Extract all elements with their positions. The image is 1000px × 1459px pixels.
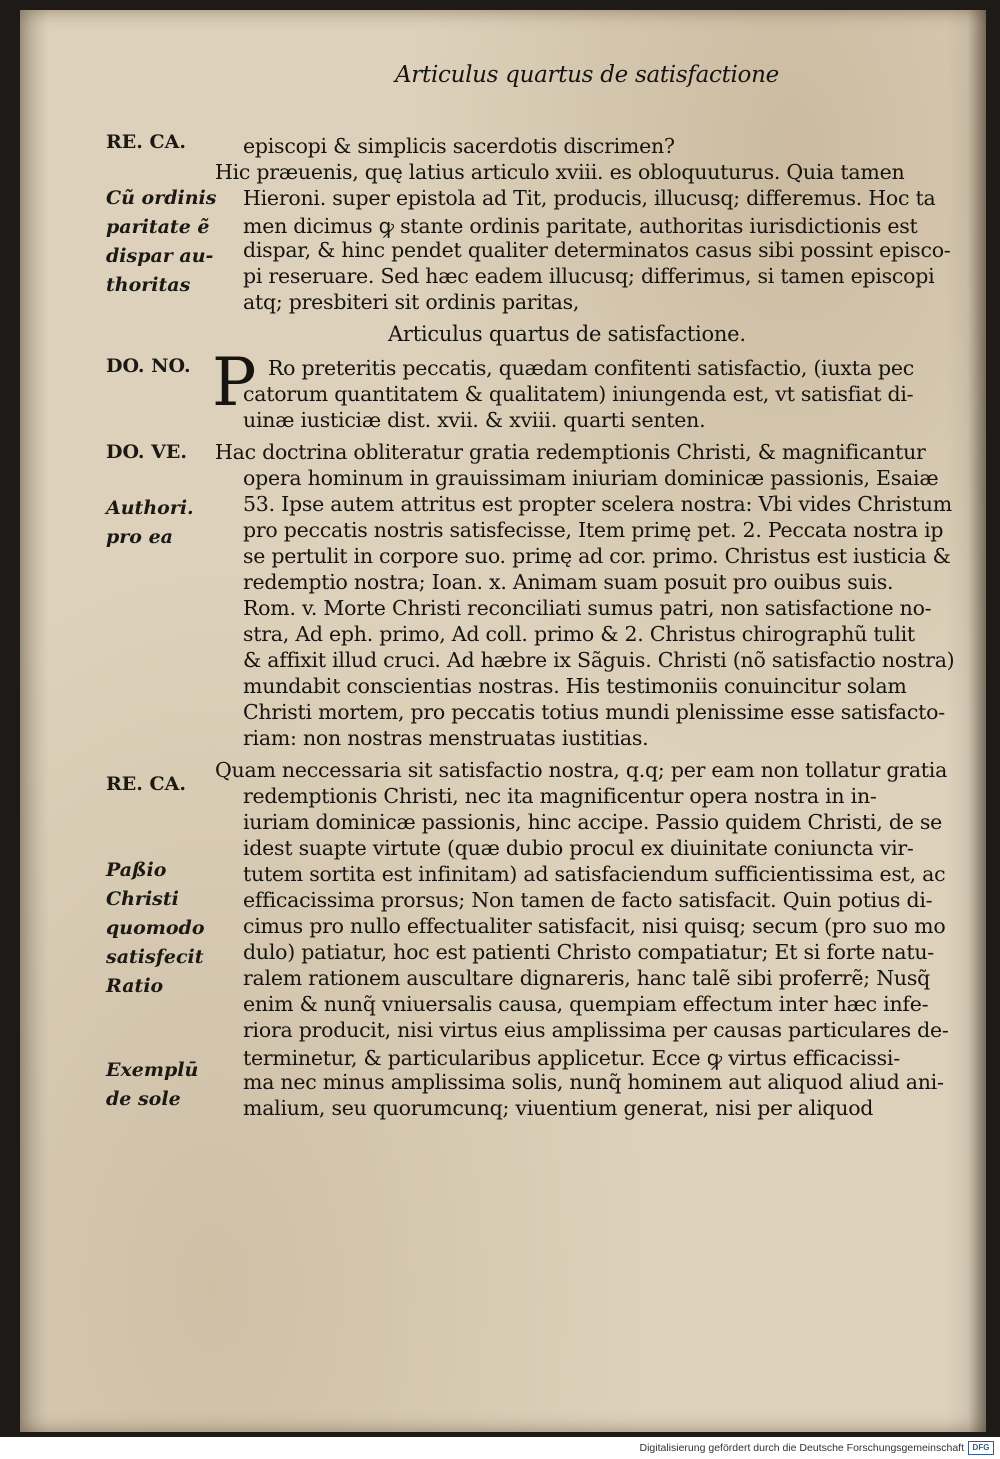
margin-note-do-ve: DO. VE. [106, 441, 187, 463]
text-line: men dicimus ꝙ stante ordinis paritate, authoritas iurisdictionis est [243, 214, 918, 238]
text-line: se pertulit in corpore suo. primę ad cor. primo. Christus est iusticia & [243, 544, 951, 568]
margin-line: paritate ẽ [106, 216, 210, 238]
text-line: pro peccatis nostris satisfecisse, Item primę pet. 2. Peccata nostra ip [243, 518, 944, 542]
text-line: riora producit, nisi virtus eius amplissima per causas particulares de- [243, 1018, 949, 1042]
text-line: iuriam dominicæ passionis, hinc accipe. Passio quidem Christi, de se [243, 810, 943, 834]
text-line: stra, Ad eph. primo, Ad coll. primo & 2. Christus chirographũ tulit [243, 622, 915, 646]
text-line: Ro preteritis peccatis, quædam confitenti satisfactio, (iuxta pec [268, 356, 914, 380]
text-line: terminetur, & particularibus applicetur. Ecce ꝙ virtus efficacissi- [243, 1046, 900, 1070]
article-title: Articulus quartus de satisfactione. [388, 322, 746, 346]
text-line: catorum quantitatem & qualitatem) iniungenda est, vt satisfiat di- [243, 382, 914, 406]
text-line: Hac doctrina obliteratur gratia redemptionis Christi, & magnificantur [215, 440, 926, 464]
text-line: cimus pro nullo effectualiter satisfacit, nisi quisq; secum (pro suo mo [243, 914, 946, 938]
drop-initial: P [212, 344, 257, 421]
margin-note-re-ca-2: RE. CA. [106, 773, 186, 795]
text-line: Rom. v. Morte Christi reconciliati sumus patri, non satisfactione no- [243, 596, 932, 620]
text-line: episcopi & simplicis sacerdotis discrimen? [243, 134, 675, 158]
running-header: Articulus quartus de satisfactione [395, 62, 779, 88]
margin-line: Authori. [106, 497, 194, 519]
text-line: tutem sortita est infinitam) ad satisfaciendum sufficientissima est, ac [243, 862, 946, 886]
margin-line: thoritas [106, 274, 191, 296]
dfg-logo: DFG [968, 1441, 994, 1455]
margin-note-do-no: DO. NO. [106, 355, 191, 377]
margin-line: Cũ ordinis [106, 187, 217, 209]
margin-note-re-ca: RE. CA. [106, 131, 186, 153]
margin-line: de sole [106, 1088, 181, 1110]
text-line: 53. Ipse autem attritus est propter scelera nostra: Vbi vides Christum [243, 492, 952, 516]
margin-line: quomodo [106, 917, 205, 939]
text-line: Hic præuenis, quę latius articulo xviii. es obloquuturus. Quia tamen [215, 160, 905, 184]
text-line: enim & nunq̃ vniuersalis causa, quempiam effectum inter hæc infe- [243, 992, 929, 1016]
margin-note-passio [106, 856, 205, 1001]
text-line: uinæ iusticiæ dist. xvii. & xviii. quarti senten. [243, 408, 706, 432]
text-line: efficacissima prorsus; Non tamen de facto satisfacit. Quin potius di- [243, 888, 933, 912]
text-line: Hieroni. super epistola ad Tit, producis, illucusq; differemus. Hoc ta [243, 186, 936, 210]
margin-line: Exemplū [106, 1059, 199, 1081]
text-line: opera hominum in grauissimam iniuriam dominicæ passionis, Esaiæ [243, 466, 939, 490]
margin-line: dispar au- [106, 245, 214, 267]
text-line: pi reseruare. Sed hæc eadem illucusq; differimus, si tamen episcopi [243, 264, 935, 288]
margin-note-exemplum [106, 1056, 198, 1114]
text-line: ralem rationem auscultare dignareris, hanc talẽ sibi proferrẽ; Nusq̃ [243, 966, 931, 990]
margin-line: satisfecit [106, 946, 204, 968]
text-line: redemptionis Christi, nec ita magnificentur opera nostra in in- [243, 784, 877, 808]
digitization-footer [639, 1440, 994, 1456]
text-line: atq; presbiteri sit ordinis paritas, [243, 290, 580, 314]
text-line: Christi mortem, pro peccatis totius mundi plenissime esse satisfacto- [243, 700, 945, 724]
footer-text: Digitalisierung gefördert durch die Deutsche Forschungsgemeinschaft [639, 1442, 964, 1454]
text-line: mundabit conscientias nostras. His testimoniis conuincitur solam [243, 674, 907, 698]
text-line: idest suapte virtute (quæ dubio procul ex diuinitate coniuncta vir- [243, 836, 914, 860]
text-line: Quam neccessaria sit satisfactio nostra, q.q; per eam non tollatur gratia [215, 758, 948, 782]
text-line: ma nec minus amplissima solis, nunq̃ hominem aut aliquod aliud ani- [243, 1070, 944, 1094]
margin-line: Ratio [106, 975, 164, 997]
text-line: redemptio nostra; Ioan. x. Animam suam posuit pro ouibus suis. [243, 570, 894, 594]
margin-line: Paßio [106, 859, 167, 881]
text-line: dulo) patiatur, hoc est patienti Christo compatiatur; Et si forte natu- [243, 940, 934, 964]
margin-note-cu-ordinis [106, 184, 216, 300]
margin-note-authori [106, 494, 194, 552]
text-line: dispar, & hinc pendet qualiter determinatos casus sibi possint episco- [243, 238, 951, 262]
text-line: & affixit illud cruci. Ad hæbre ix Sãguis. Christi (nõ satisfactio nostra) [243, 648, 955, 672]
margin-line: pro ea [106, 526, 173, 548]
margin-line: Christi [106, 888, 179, 910]
page-edge-shadow [968, 10, 986, 1432]
text-line: riam: non nostras menstruatas iustitias. [243, 726, 649, 750]
text-line: malium, seu quorumcunq; viuentium generat, nisi per aliquod [243, 1096, 874, 1120]
